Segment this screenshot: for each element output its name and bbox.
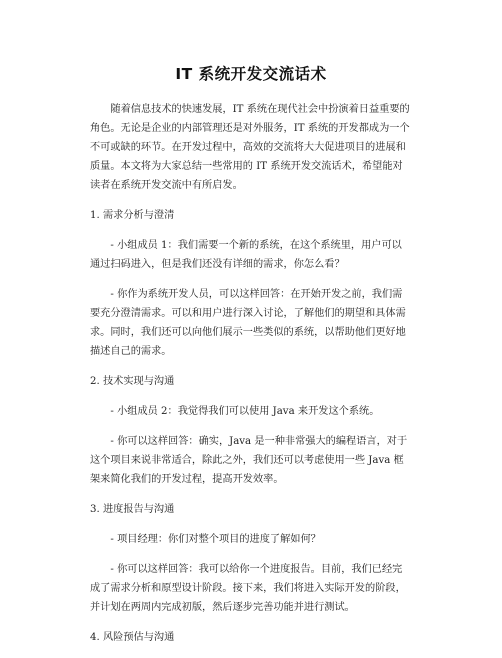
document-body: [90, 100, 410, 658]
section-heading-3: 3. 进度报告与沟通: [90, 504, 175, 515]
section-1-line-2: - 你作为系统开发人员，可以这样回答：在开始开发之前，我们需要充分澄清需求。可以和用户进行深入讨论，了解他们的期望和具体需求。同时，我们还可以向他们展示一些类似的系统，以帮助他们更好地描述自己的需求。: [90, 289, 406, 357]
intro-paragraph: 随着信息技术的快速发展，IT 系统在现代社会中扮演着日益重要的角色。无论是企业的内部管理还是对外服务，IT 系统的开发都成为一个不可或缺的环节。在开发过程中，高效的交流将大大促进项目的进展和质量。本文将为大家总结一些常用的 IT 系统开发交流话术，希望能对读者在系统开发交流中有所启发。: [90, 104, 410, 191]
section-heading-4: 4. 风险预估与沟通: [90, 632, 175, 643]
section-3-line-1: - 项目经理：你们对整个项目的进度了解如何？: [110, 534, 321, 545]
section-2-line-2: - 你可以这样回答：确实，Java 是一种非常强大的编程语言，对于这个项目来说非常适合，除此之外，我们还可以考虑使用一些 Java 框架来简化我们的开发过程，提高开发效率。: [90, 436, 408, 485]
section-1-line-1: - 小组成员 1：我们需要一个新的系统，在这个系统里，用户可以通过扫码进入，但是我们还没有详细的需求，你怎么看？: [90, 240, 402, 270]
section-heading-1: 1. 需求分析与澄清: [90, 210, 175, 221]
document-title: IT 系统开发交流话术: [175, 65, 327, 83]
section-3-line-2: - 你可以这样回答：我可以给你一个进度报告。目前，我们已经完成了需求分析和原型设计阶段。接下来，我们将进入实际开发的阶段，并计划在两周内完成初版，然后逐步完善功能并进行测试。: [90, 564, 406, 613]
section-heading-2: 2. 技术实现与沟通: [90, 376, 175, 387]
section-2-line-1: - 小组成员 2：我觉得我们可以使用 Java 来开发这个系统。: [110, 406, 380, 417]
